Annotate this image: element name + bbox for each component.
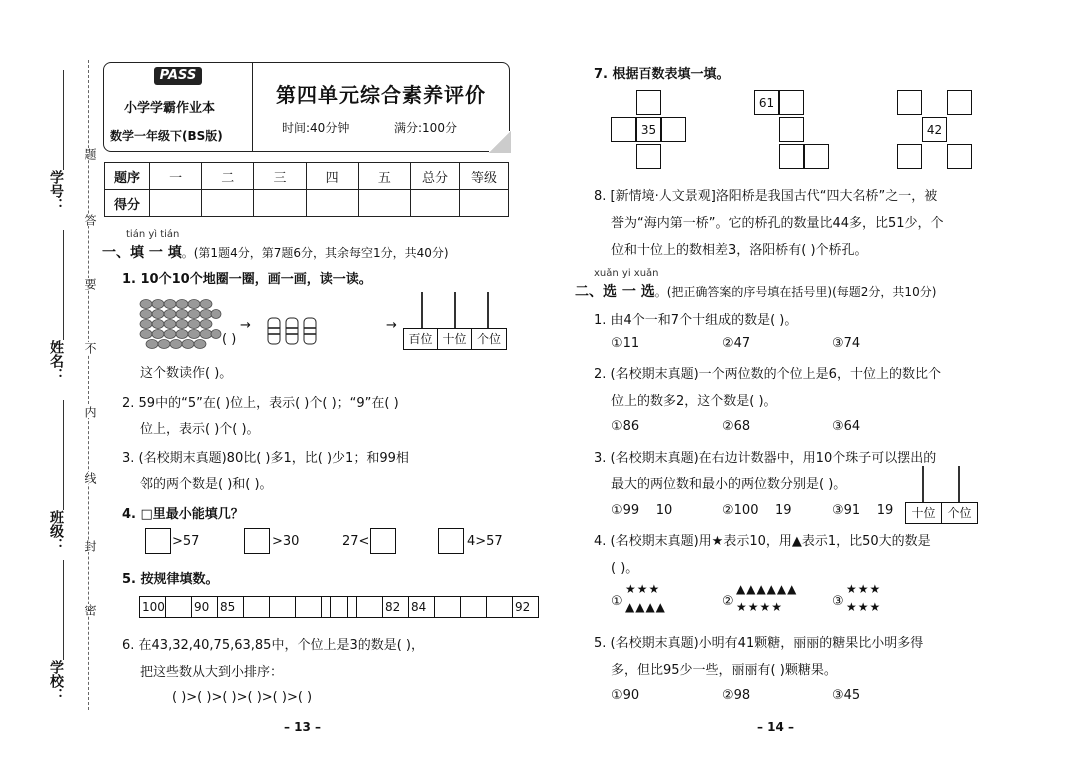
pattern-cell[interactable] xyxy=(165,596,192,618)
option-2[interactable]: ②100 19 xyxy=(722,503,792,518)
class-line xyxy=(63,400,64,510)
q4-item: >57 xyxy=(172,534,200,549)
score-input-cell[interactable] xyxy=(411,190,460,217)
score-input-cell[interactable] xyxy=(150,190,202,217)
c4-line2: ( )。 xyxy=(611,561,639,576)
binding-char: 答 xyxy=(83,214,97,226)
score-cell: 等级 xyxy=(460,163,509,190)
abacus-rod xyxy=(421,292,423,328)
pattern-cell[interactable]: 84 xyxy=(408,596,435,618)
q3-line1: 3. (名校期末真题)80比( )多1，比( )少1；和99相 xyxy=(122,451,409,466)
section1-note: 。(第1题4分，第7题6分，其余每空1分，共40分) xyxy=(181,246,449,260)
binding-char: 封 xyxy=(83,540,97,552)
score-cell: 题序 xyxy=(105,163,150,190)
abacus-label: 十位 xyxy=(905,502,942,524)
star-icon: ★★★ xyxy=(625,582,661,596)
binding-char: 不 xyxy=(83,342,97,354)
series-name: 小学学霸作业本 xyxy=(124,101,216,116)
pattern-cell[interactable] xyxy=(269,596,296,618)
binding-char: 线 xyxy=(83,472,97,484)
c5-line2: 多，但比95少一些，丽丽有( )颗糖果。 xyxy=(611,663,837,678)
answer-box[interactable] xyxy=(145,528,171,554)
answer-box[interactable] xyxy=(370,528,396,554)
triangle-icon: ▲▲▲▲▲▲ xyxy=(736,582,798,596)
score-cell: 四 xyxy=(306,163,358,190)
abacus-rod xyxy=(454,292,456,328)
bundles-icon xyxy=(264,314,322,352)
star-icon: ★★★★ xyxy=(736,600,784,614)
page-number-right: – 14 – xyxy=(757,720,795,734)
pattern-cell[interactable] xyxy=(243,596,270,618)
option-2[interactable]: ②98 xyxy=(722,688,751,703)
abacus-label: 个位 xyxy=(941,502,978,524)
pattern-cell[interactable] xyxy=(356,596,383,618)
option-1[interactable]: ①99 10 xyxy=(611,503,673,518)
c2-line1: 2. (名校期末真题)一个两位数的个位上是6，十位上的数比个 xyxy=(594,367,941,382)
page-number-left: – 13 – xyxy=(284,720,322,734)
grid-cell[interactable] xyxy=(897,90,922,115)
q2-line2: 位上，表示( )个( )。 xyxy=(140,422,260,437)
grid-cell[interactable] xyxy=(947,144,972,169)
pattern-cell[interactable] xyxy=(434,596,461,618)
q1-paren[interactable]: ( ) xyxy=(222,332,237,347)
hundreds-grid-2 xyxy=(754,90,834,170)
binding-char: 内 xyxy=(83,406,97,418)
score-cell: 二 xyxy=(202,163,254,190)
c1-text: 1. 由4个一和7个十组成的数是( )。 xyxy=(594,313,798,328)
header-card xyxy=(103,62,510,152)
q8-line2: 誉为“海内第一桥”。它的桥孔的数量比44多，比51少，个 xyxy=(611,216,944,231)
q4-item: >30 xyxy=(272,534,300,549)
abacus-rod xyxy=(487,292,489,328)
score-input-cell[interactable] xyxy=(358,190,410,217)
q4-text: 4. □里最小能填几？ xyxy=(122,507,244,522)
hundreds-grid-3 xyxy=(897,90,977,170)
pattern-cell[interactable] xyxy=(295,596,322,618)
score-cell: 三 xyxy=(254,163,306,190)
star-icon: ★★★ xyxy=(846,600,882,614)
grade-label: 数学一年级下(BS版) xyxy=(110,129,223,143)
answer-box[interactable] xyxy=(244,528,270,554)
section1-title: 一、填 一 填 xyxy=(102,245,182,261)
q8-line1: 8. [新情境·人文景观]洛阳桥是我国古代“四大名桥”之一，被 xyxy=(594,189,938,204)
section2-pinyin: xuǎn yi xuǎn xyxy=(594,268,659,279)
abacus-label: 个位 xyxy=(471,328,507,350)
full-score-label: 满分:100分 xyxy=(394,121,457,135)
option-2[interactable]: ②68 xyxy=(722,419,751,434)
q6-line1: 6. 在43,32,40,75,63,85中，个位上是3的数是( )， xyxy=(122,638,424,653)
option-3[interactable]: ③91 19 xyxy=(832,503,894,518)
q7-text: 7. 根据百数表填一填。 xyxy=(594,67,730,82)
option-1[interactable]: ①90 xyxy=(611,688,640,703)
option-3[interactable]: ③45 xyxy=(832,688,861,703)
abacus-rod xyxy=(922,466,924,502)
grid-cell[interactable] xyxy=(947,90,972,115)
grid-cell[interactable] xyxy=(636,144,661,169)
grid-cell[interactable] xyxy=(779,144,804,169)
option-1[interactable]: ①86 xyxy=(611,419,640,434)
option-marker: ② xyxy=(722,594,734,609)
circles-cluster xyxy=(138,296,222,350)
grid-cell[interactable] xyxy=(636,90,661,115)
score-row xyxy=(105,190,509,217)
hundreds-grid-1 xyxy=(611,90,691,170)
c2-line2: 位上的数多2，这个数是( )。 xyxy=(611,394,777,409)
score-input-cell[interactable] xyxy=(202,190,254,217)
score-cell: 得分 xyxy=(105,190,150,217)
header-divider xyxy=(252,63,253,151)
q4-item: 4>57 xyxy=(467,534,503,549)
grid-cell[interactable] xyxy=(804,144,829,169)
section2-heading xyxy=(575,281,936,301)
school-line xyxy=(63,560,64,660)
section1-heading xyxy=(102,242,449,262)
student-id-label: 学号： xyxy=(48,170,64,212)
section2-title: 二、选 一 选 xyxy=(575,284,655,300)
page-curl xyxy=(489,131,511,153)
arrow-icon: → xyxy=(386,318,397,333)
pattern-cell[interactable] xyxy=(460,596,487,618)
q2-line1: 2. 59中的“5”在( )位上，表示( )个( )；“9”在( ) xyxy=(122,396,399,411)
option-marker: ① xyxy=(611,594,623,609)
section2-note: 。(把正确答案的序号填在括号里)(每题2分，共10分) xyxy=(654,285,937,299)
pattern-cell[interactable]: 82 xyxy=(382,596,409,618)
grid-cell-given: 61 xyxy=(754,90,779,115)
q6-line3: ( )>( )>( )>( )>( )>( ) xyxy=(172,690,313,705)
section1-pinyin: tián yì tián xyxy=(126,229,180,240)
abacus-hundreds xyxy=(403,292,507,348)
star-icon: ★★★ xyxy=(846,582,882,596)
circles-figure xyxy=(138,296,222,350)
arrow-icon: → xyxy=(240,318,251,333)
c5-line1: 5. (名校期末真题)小明有41颗糖，丽丽的糖果比小明多得 xyxy=(594,636,924,651)
abacus-label: 百位 xyxy=(403,328,438,350)
pattern-cell[interactable]: 92 xyxy=(512,596,539,618)
score-input-cell[interactable] xyxy=(460,190,509,217)
class-label: 班级： xyxy=(48,510,64,552)
q6-line2: 把这些数从大到小排序： xyxy=(140,665,284,680)
abacus-label: 十位 xyxy=(437,328,472,350)
option-3[interactable]: ③64 xyxy=(832,419,861,434)
page-title: 第四单元综合素养评价 xyxy=(276,83,486,107)
score-header-row xyxy=(105,163,509,190)
name-line xyxy=(63,230,64,340)
q5-text: 5. 按规律填数。 xyxy=(122,572,219,587)
option-2[interactable]: ②47 xyxy=(722,336,751,351)
triangle-icon: ▲▲▲▲ xyxy=(625,600,666,614)
abacus-rod xyxy=(958,466,960,502)
q3-line2: 邻的两个数是( )和( )。 xyxy=(140,477,273,492)
grid-cell[interactable] xyxy=(897,144,922,169)
c4-line1: 4. (名校期末真题)用★表示10，用▲表示1，比50大的数是 xyxy=(594,534,931,549)
answer-box[interactable] xyxy=(438,528,464,554)
score-cell: 一 xyxy=(150,163,202,190)
pattern-cell[interactable]: 90 xyxy=(191,596,218,618)
score-input-cell[interactable] xyxy=(254,190,306,217)
grid-cell[interactable] xyxy=(779,117,804,142)
student-id-line xyxy=(63,70,64,170)
grid-cell[interactable] xyxy=(661,117,686,142)
option-1[interactable]: ①11 xyxy=(611,336,640,351)
grid-cell[interactable] xyxy=(611,117,636,142)
option-3[interactable]: ③74 xyxy=(832,336,861,351)
pass-logo: PASS xyxy=(154,67,202,85)
pattern-cell[interactable]: 100 xyxy=(139,596,166,618)
score-cell: 五 xyxy=(358,163,410,190)
q8-line3: 位和十位上的数相差3，洛阳桥有( )个桥孔。 xyxy=(611,243,868,258)
score-input-cell[interactable] xyxy=(306,190,358,217)
score-cell: 总分 xyxy=(411,163,460,190)
name-label: 姓名： xyxy=(48,340,64,382)
binding-char: 题 xyxy=(83,148,97,160)
abacus-tens xyxy=(905,466,977,522)
binding-char: 要 xyxy=(83,278,97,290)
grid-cell-given: 42 xyxy=(922,117,947,142)
score-table xyxy=(104,162,509,217)
time-label: 时间:40分钟 xyxy=(282,121,350,135)
option-marker: ③ xyxy=(832,594,844,609)
q1-text: 1. 10个10个地圈一圈，画一画，读一读。 xyxy=(122,272,372,287)
pattern-cell[interactable] xyxy=(486,596,513,618)
q1-read: 这个数读作( )。 xyxy=(140,366,233,381)
school-label: 学校： xyxy=(48,660,64,702)
q4-item: 27< xyxy=(342,534,370,549)
grid-cell[interactable] xyxy=(779,90,804,115)
pattern-cell[interactable] xyxy=(330,596,357,618)
c3-line2: 最大的两位数和最小的两位数分别是( )。 xyxy=(611,477,847,492)
pattern-cell[interactable]: 85 xyxy=(217,596,244,618)
grid-cell-given: 35 xyxy=(636,117,661,142)
c3-line1: 3. (名校期末真题)在右边计数器中，用10个珠子可以摆出的 xyxy=(594,451,937,466)
binding-char: 密 xyxy=(83,604,97,616)
